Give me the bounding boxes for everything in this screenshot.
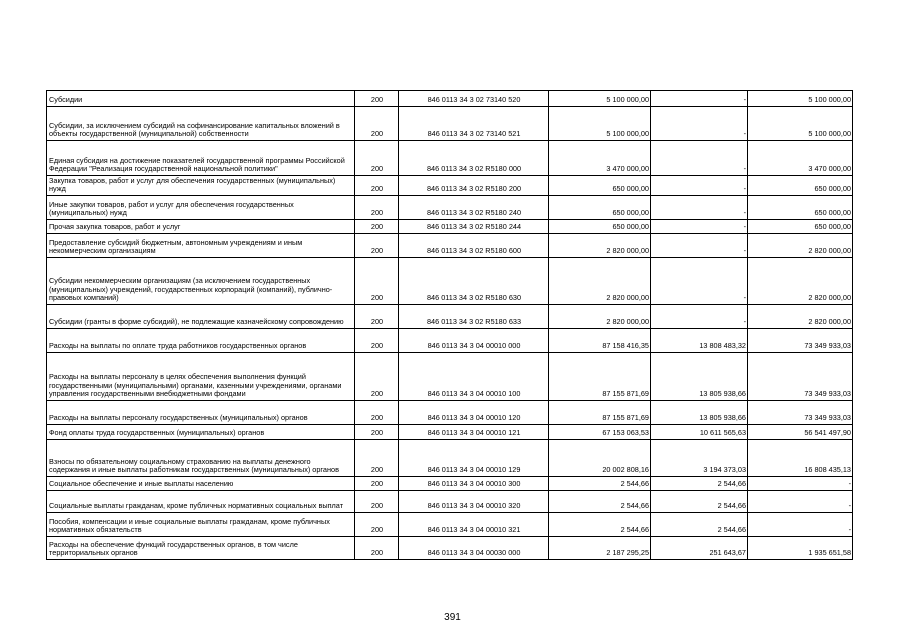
table-row xyxy=(47,234,853,258)
cell-line-code: 200 xyxy=(355,491,399,513)
cell-name: Единая субсидия на достижение показателей государственной программы Российской Федерации "Реализация государственной национальной политики" xyxy=(47,141,355,176)
cell-name: Расходы на выплаты по оплате труда работников государственных органов xyxy=(47,329,355,353)
cell-budget-code: 846 0113 34 3 04 00010 321 xyxy=(399,513,549,537)
cell-remainder: 650 000,00 xyxy=(748,196,853,220)
cell-line-code: 200 xyxy=(355,329,399,353)
table-row xyxy=(47,440,853,477)
cell-remainder: 2 820 000,00 xyxy=(748,234,853,258)
cell-planned: 3 470 000,00 xyxy=(549,141,651,176)
cell-remainder: 2 820 000,00 xyxy=(748,258,853,305)
page-number: 391 xyxy=(444,612,461,623)
cell-remainder: 73 349 933,03 xyxy=(748,353,853,401)
cell-name: Иные закупки товаров, работ и услуг для обеспечения государственных (муниципальных) нужд xyxy=(47,196,355,220)
cell-line-code: 200 xyxy=(355,196,399,220)
cell-line-code: 200 xyxy=(355,234,399,258)
cell-name: Субсидии, за исключением субсидий на софинансирование капитальных вложений в объекты государственной (муниципальной) собственности xyxy=(47,107,355,141)
cell-executed: 3 194 373,03 xyxy=(651,440,748,477)
table-row xyxy=(47,329,853,353)
table-row xyxy=(47,196,853,220)
cell-line-code: 200 xyxy=(355,537,399,560)
cell-name: Расходы на обеспечение функций государственных органов, в том числе территориальных органов xyxy=(47,537,355,560)
cell-name: Субсидии (гранты в форме субсидий), не подлежащие казначейскому сопровождению xyxy=(47,305,355,329)
cell-planned: 5 100 000,00 xyxy=(549,107,651,141)
cell-executed: - xyxy=(651,141,748,176)
cell-remainder: 73 349 933,03 xyxy=(748,401,853,425)
cell-budget-code: 846 0113 34 3 04 00010 320 xyxy=(399,491,549,513)
cell-executed: - xyxy=(651,196,748,220)
cell-line-code: 200 xyxy=(355,220,399,234)
table-row xyxy=(47,305,853,329)
budget-table xyxy=(46,90,853,560)
cell-executed: - xyxy=(651,305,748,329)
cell-line-code: 200 xyxy=(355,91,399,107)
cell-planned: 67 153 063,53 xyxy=(549,425,651,440)
cell-line-code: 200 xyxy=(355,440,399,477)
cell-executed: - xyxy=(651,107,748,141)
cell-planned: 2 187 295,25 xyxy=(549,537,651,560)
cell-executed: - xyxy=(651,258,748,305)
cell-planned: 650 000,00 xyxy=(549,220,651,234)
cell-name: Пособия, компенсации и иные социальные выплаты гражданам, кроме публичных нормативных обязательств xyxy=(47,513,355,537)
cell-remainder: 650 000,00 xyxy=(748,220,853,234)
cell-remainder: 650 000,00 xyxy=(748,176,853,196)
cell-remainder: 5 100 000,00 xyxy=(748,91,853,107)
cell-remainder: 5 100 000,00 xyxy=(748,107,853,141)
cell-budget-code: 846 0113 34 3 02 R5180 000 xyxy=(399,141,549,176)
table-row xyxy=(47,425,853,440)
cell-budget-code: 846 0113 34 3 02 73140 520 xyxy=(399,91,549,107)
table-row xyxy=(47,107,853,141)
cell-line-code: 200 xyxy=(355,141,399,176)
cell-remainder: 3 470 000,00 xyxy=(748,141,853,176)
table-row xyxy=(47,91,853,107)
table-row xyxy=(47,353,853,401)
cell-budget-code: 846 0113 34 3 02 73140 521 xyxy=(399,107,549,141)
cell-name: Закупка товаров, работ и услуг для обеспечения государственных (муниципальных) нужд xyxy=(47,176,355,196)
cell-planned: 650 000,00 xyxy=(549,176,651,196)
cell-executed: 13 808 483,32 xyxy=(651,329,748,353)
cell-planned: 87 155 871,69 xyxy=(549,401,651,425)
cell-line-code: 200 xyxy=(355,353,399,401)
cell-executed: - xyxy=(651,220,748,234)
cell-line-code: 200 xyxy=(355,477,399,491)
cell-line-code: 200 xyxy=(355,107,399,141)
table-row xyxy=(47,513,853,537)
cell-executed: 251 643,67 xyxy=(651,537,748,560)
cell-budget-code: 846 0113 34 3 04 00010 120 xyxy=(399,401,549,425)
cell-budget-code: 846 0113 34 3 02 R5180 633 xyxy=(399,305,549,329)
cell-name: Социальные выплаты гражданам, кроме публичных нормативных социальных выплат xyxy=(47,491,355,513)
cell-executed: - xyxy=(651,234,748,258)
cell-budget-code: 846 0113 34 3 04 00030 000 xyxy=(399,537,549,560)
cell-planned: 5 100 000,00 xyxy=(549,91,651,107)
table-row xyxy=(47,176,853,196)
table-row xyxy=(47,258,853,305)
cell-planned: 2 820 000,00 xyxy=(549,234,651,258)
cell-name: Взносы по обязательному социальному страхованию на выплаты денежного содержания и иные выплаты работникам государственных (муниципальных) органов xyxy=(47,440,355,477)
cell-executed: 2 544,66 xyxy=(651,477,748,491)
table-row xyxy=(47,477,853,491)
table-row xyxy=(47,537,853,560)
cell-budget-code: 846 0113 34 3 04 00010 121 xyxy=(399,425,549,440)
cell-name: Прочая закупка товаров, работ и услуг xyxy=(47,220,355,234)
cell-executed: 10 611 565,63 xyxy=(651,425,748,440)
cell-executed: - xyxy=(651,91,748,107)
cell-remainder: - xyxy=(748,477,853,491)
cell-line-code: 200 xyxy=(355,176,399,196)
cell-line-code: 200 xyxy=(355,305,399,329)
cell-remainder: 16 808 435,13 xyxy=(748,440,853,477)
cell-remainder: - xyxy=(748,491,853,513)
cell-executed: 2 544,66 xyxy=(651,491,748,513)
cell-budget-code: 846 0113 34 3 02 R5180 240 xyxy=(399,196,549,220)
cell-executed: - xyxy=(651,176,748,196)
table-row xyxy=(47,220,853,234)
cell-budget-code: 846 0113 34 3 04 00010 100 xyxy=(399,353,549,401)
cell-name: Предоставление субсидий бюджетным, автономным учреждениям и иным некоммерческим организациям xyxy=(47,234,355,258)
cell-line-code: 200 xyxy=(355,401,399,425)
cell-remainder: 56 541 497,90 xyxy=(748,425,853,440)
cell-executed: 13 805 938,66 xyxy=(651,353,748,401)
cell-budget-code: 846 0113 34 3 02 R5180 630 xyxy=(399,258,549,305)
cell-line-code: 200 xyxy=(355,258,399,305)
cell-planned: 2 820 000,00 xyxy=(549,258,651,305)
cell-budget-code: 846 0113 34 3 04 00010 000 xyxy=(399,329,549,353)
cell-name: Социальное обеспечение и иные выплаты населению xyxy=(47,477,355,491)
cell-planned: 2 820 000,00 xyxy=(549,305,651,329)
cell-remainder: 1 935 651,58 xyxy=(748,537,853,560)
cell-line-code: 200 xyxy=(355,425,399,440)
cell-remainder: - xyxy=(748,513,853,537)
cell-budget-code: 846 0113 34 3 02 R5180 600 xyxy=(399,234,549,258)
cell-budget-code: 846 0113 34 3 04 00010 129 xyxy=(399,440,549,477)
table-row xyxy=(47,491,853,513)
cell-remainder: 73 349 933,03 xyxy=(748,329,853,353)
cell-name: Расходы на выплаты персоналу государственных (муниципальных) органов xyxy=(47,401,355,425)
cell-name: Фонд оплаты труда государственных (муниципальных) органов xyxy=(47,425,355,440)
cell-name: Субсидии некоммерческим организациям (за исключением государственных (муниципальных) учреждений, государственных корпораций (компаний), публично-правовых компаний) xyxy=(47,258,355,305)
cell-budget-code: 846 0113 34 3 02 R5180 200 xyxy=(399,176,549,196)
cell-planned: 87 155 871,69 xyxy=(549,353,651,401)
budget-table-body xyxy=(47,91,853,560)
table-row xyxy=(47,141,853,176)
table-row xyxy=(47,401,853,425)
cell-planned: 87 158 416,35 xyxy=(549,329,651,353)
cell-planned: 2 544,66 xyxy=(549,477,651,491)
cell-executed: 2 544,66 xyxy=(651,513,748,537)
cell-budget-code: 846 0113 34 3 04 00010 300 xyxy=(399,477,549,491)
cell-remainder: 2 820 000,00 xyxy=(748,305,853,329)
cell-planned: 20 002 808,16 xyxy=(549,440,651,477)
cell-planned: 2 544,66 xyxy=(549,513,651,537)
cell-name: Субсидии xyxy=(47,91,355,107)
cell-executed: 13 805 938,66 xyxy=(651,401,748,425)
cell-line-code: 200 xyxy=(355,513,399,537)
cell-planned: 2 544,66 xyxy=(549,491,651,513)
cell-budget-code: 846 0113 34 3 02 R5180 244 xyxy=(399,220,549,234)
cell-name: Расходы на выплаты персоналу в целях обеспечения выполнения функций государственными (муниципальными) органами, казенными учреждениями, органами управления государственными внебюджетными фондами xyxy=(47,353,355,401)
cell-planned: 650 000,00 xyxy=(549,196,651,220)
